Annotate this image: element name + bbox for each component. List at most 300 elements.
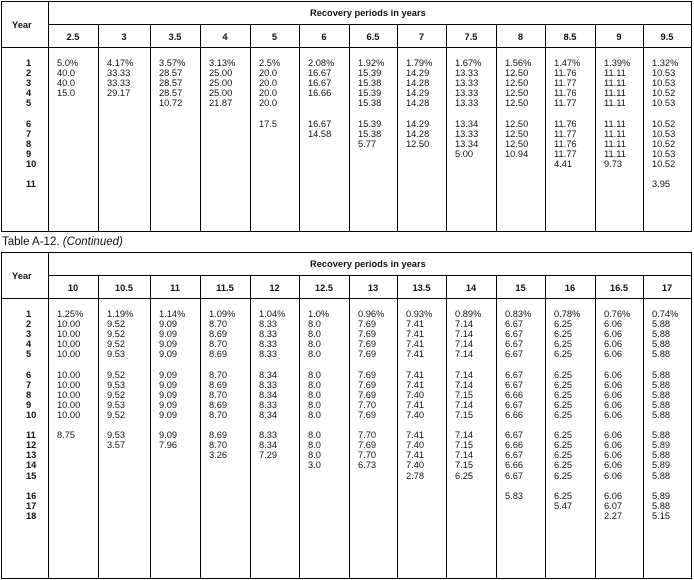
- rate-cell: [505, 511, 531, 521]
- rate-cell: 5.88: [652, 500, 671, 511]
- rate-cell: [57, 501, 83, 511]
- rate-cell: 1.56%: [505, 58, 532, 68]
- rate-cell: 6.25: [554, 339, 573, 350]
- period-header: 13.5: [412, 283, 431, 293]
- rate-cell: 10.52: [652, 88, 676, 99]
- rate-cell: [107, 149, 133, 159]
- rate-cell: [107, 491, 133, 501]
- rate-cell: 15.39: [358, 118, 382, 129]
- rate-cell: [159, 511, 185, 521]
- rate-cell: 20.0: [259, 98, 278, 109]
- rate-cell: 7.15: [455, 409, 474, 420]
- group-gap: [455, 108, 481, 118]
- rate-cell: 11.11: [604, 68, 626, 79]
- column-divider: [299, 275, 300, 578]
- rate-cell: 8.69: [209, 379, 228, 390]
- rate-cell: 6.25: [554, 470, 573, 481]
- rate-cell: 6.06: [604, 379, 623, 390]
- rate-cell: [57, 129, 78, 139]
- rate-cell: 7.40: [406, 460, 425, 471]
- rate-cell: 40.0: [57, 78, 76, 89]
- rate-column: [209, 58, 235, 189]
- rate-cell: 7.41: [406, 349, 425, 360]
- rate-cell: 8.33: [259, 329, 278, 340]
- rate-cell: 8.0: [308, 409, 321, 420]
- rate-cell: 13.33: [455, 128, 479, 139]
- group-gap: [604, 108, 630, 118]
- group-gap: [358, 108, 384, 118]
- rate-cell: 9.53: [107, 349, 126, 360]
- header-bottom-rule: [2, 298, 691, 299]
- rate-cell: 9.73: [604, 158, 623, 169]
- rate-cell: 13.33: [455, 98, 479, 109]
- rate-cell: 7.69: [358, 369, 377, 380]
- rate-cell: 10.53: [652, 128, 676, 139]
- rate-cell: 15.39: [358, 88, 382, 99]
- rate-cell: 12.50: [505, 88, 529, 99]
- rate-cell: [159, 471, 185, 481]
- rate-cell: 8.0: [308, 399, 321, 410]
- rate-column: [652, 309, 678, 521]
- rate-cell: [358, 491, 384, 501]
- caption-continued: (Continued): [62, 236, 123, 248]
- rate-cell: 9.53: [107, 399, 126, 410]
- period-header: 9: [616, 32, 622, 42]
- rate-cell: [159, 179, 185, 189]
- group-gap: [26, 420, 36, 430]
- group-gap: [107, 359, 133, 369]
- group-gap: [57, 481, 83, 491]
- rate-cell: 10.72: [159, 98, 183, 109]
- rate-cell: 6.25: [554, 460, 573, 471]
- rate-cell: [107, 460, 133, 470]
- rate-cell: [209, 471, 235, 481]
- rate-cell: 11.77: [554, 148, 577, 159]
- rate-cell: [57, 491, 83, 501]
- rate-cell: [159, 460, 185, 470]
- rate-cell: 6.25: [554, 450, 573, 461]
- group-gap: [554, 359, 580, 369]
- group-gap: [652, 359, 678, 369]
- rate-cell: 10.00: [57, 409, 81, 420]
- rate-cell: 5.88: [652, 450, 671, 461]
- rate-cell: [57, 450, 83, 460]
- rate-cell: 5.47: [554, 500, 573, 511]
- rate-cell: 7.41: [406, 450, 425, 461]
- rate-cell: 6.25: [554, 399, 573, 410]
- group-gap: [259, 359, 285, 369]
- rate-cell: [107, 159, 133, 169]
- group-gap: [505, 169, 531, 179]
- rate-cell: 0.89%: [455, 309, 482, 319]
- year-label: 5: [26, 98, 32, 109]
- rate-cell: 9.09: [159, 399, 178, 410]
- rate-column: [455, 309, 481, 521]
- rate-cell: 6.67: [505, 450, 524, 461]
- rate-cell: 16.67: [308, 118, 332, 129]
- period-header: 13: [367, 283, 379, 293]
- rate-cell: 11.11: [604, 128, 626, 139]
- rate-cell: 7.14: [455, 399, 474, 410]
- year-label: 7: [26, 128, 32, 139]
- rate-column: [57, 309, 83, 521]
- rate-cell: [308, 501, 329, 511]
- rate-column: [554, 309, 580, 521]
- group-gap: [57, 108, 78, 118]
- column-divider: [150, 275, 151, 578]
- group-gap: [308, 481, 329, 491]
- rate-cell: 0.78%: [554, 309, 581, 319]
- rate-column: [107, 58, 133, 189]
- rate-cell: 9.09: [159, 319, 178, 330]
- rate-cell: [358, 149, 384, 159]
- rate-cell: 8.70: [209, 319, 228, 330]
- group-gap: [358, 359, 384, 369]
- group-gap: [259, 481, 285, 491]
- rate-cell: 0.76%: [604, 309, 631, 319]
- year-column: [26, 58, 36, 189]
- rate-cell: 7.41: [406, 329, 425, 340]
- rate-column: [505, 309, 531, 521]
- rate-cell: 1.32%: [652, 58, 679, 68]
- group-gap: [107, 108, 133, 118]
- group-gap: [209, 481, 235, 491]
- rate-cell: 6.25: [554, 369, 573, 380]
- rate-cell: [308, 511, 329, 521]
- rate-cell: 6.66: [505, 440, 524, 451]
- rate-cell: [259, 149, 280, 159]
- rate-cell: [358, 159, 384, 169]
- rate-cell: [107, 129, 133, 139]
- rate-cell: 2.5%: [259, 58, 281, 68]
- header-bottom-rule: [2, 47, 691, 48]
- rate-cell: [57, 460, 83, 470]
- rate-cell: 8.0: [308, 440, 321, 451]
- rate-cell: [57, 179, 78, 189]
- group-gap: [652, 420, 678, 430]
- rate-cell: [505, 501, 531, 511]
- rate-cell: 9.09: [159, 329, 178, 340]
- group-gap: [455, 420, 481, 430]
- rate-cell: [358, 511, 384, 521]
- rate-cell: [455, 491, 481, 501]
- rate-cell: [57, 511, 83, 521]
- group-gap: [259, 420, 285, 430]
- rate-cell: 25.00: [209, 78, 233, 89]
- year-label: 6: [26, 369, 32, 380]
- rate-cell: 12.50: [505, 98, 529, 109]
- rate-cell: 6.06: [604, 349, 623, 360]
- rate-cell: [209, 460, 235, 470]
- column-divider: [643, 24, 644, 231]
- rate-cell: [159, 501, 185, 511]
- rate-cell: 29.17: [107, 88, 131, 99]
- period-header: 9.5: [660, 32, 674, 42]
- year-label: 6: [26, 118, 32, 129]
- group-gap: [358, 169, 384, 179]
- rate-cell: 8.0: [308, 339, 321, 350]
- rate-cell: 13.34: [455, 118, 479, 129]
- rate-cell: 8.70: [209, 339, 228, 350]
- rate-cell: 8.33: [259, 399, 278, 410]
- year-label: 16: [26, 490, 37, 501]
- rate-cell: 8.69: [209, 349, 228, 360]
- rate-cell: 6.73: [358, 460, 377, 471]
- group-gap: [209, 420, 235, 430]
- period-header: 16.5: [609, 283, 629, 293]
- year-label: 2: [26, 68, 32, 79]
- rate-cell: [209, 149, 235, 159]
- rate-cell: 1.39%: [604, 58, 631, 68]
- rate-cell: 5.88: [652, 319, 671, 330]
- rate-cell: [107, 139, 133, 149]
- year-label: 11: [26, 179, 36, 190]
- rate-cell: 15.38: [358, 128, 382, 139]
- rate-cell: 11.11: [604, 98, 626, 109]
- group-gap: [505, 481, 531, 491]
- rate-cell: 6.66: [505, 409, 524, 420]
- column-divider: [595, 24, 596, 231]
- rate-cell: 11.77: [554, 98, 577, 109]
- rate-cell: [358, 501, 384, 511]
- group-gap: [209, 169, 235, 179]
- rate-cell: 6.67: [505, 369, 524, 380]
- rate-cell: 6.25: [554, 389, 573, 400]
- rate-cell: 7.14: [455, 339, 474, 350]
- rate-cell: 8.33: [259, 430, 278, 441]
- rate-cell: [505, 179, 531, 189]
- rate-cell: 6.25: [554, 379, 573, 390]
- rate-cell: 1.79%: [406, 58, 433, 68]
- group-gap: [406, 169, 432, 179]
- group-gap: [406, 359, 432, 369]
- column-divider: [446, 24, 447, 231]
- rate-cell: 8.0: [308, 450, 321, 461]
- recovery-periods-header: Recovery periods in years: [310, 259, 426, 269]
- rate-cell: 12.50: [406, 138, 430, 149]
- column-divider: [545, 275, 546, 578]
- rate-cell: [159, 129, 185, 139]
- column-divider: [595, 275, 596, 578]
- period-header: 12: [269, 283, 280, 293]
- group-gap: [358, 481, 384, 491]
- rate-cell: 14.29: [406, 118, 430, 129]
- rate-cell: [406, 159, 432, 169]
- rate-cell: 1.09%: [209, 309, 236, 319]
- rate-cell: 6.67: [505, 399, 524, 410]
- period-header: 4: [222, 32, 228, 42]
- rate-cell: 9.52: [107, 409, 126, 420]
- group-gap: [26, 108, 36, 118]
- rate-cell: 13.34: [455, 138, 479, 149]
- rate-cell: 6.06: [604, 339, 623, 350]
- rate-cell: 7.14: [455, 319, 474, 330]
- rate-cell: 16.66: [308, 88, 332, 99]
- rate-cell: 6.06: [604, 399, 623, 410]
- rate-cell: 10.00: [57, 339, 81, 350]
- group-gap: [406, 420, 432, 430]
- rate-cell: [209, 119, 235, 129]
- rate-cell: 8.70: [209, 369, 228, 380]
- rate-cell: 7.69: [358, 329, 377, 340]
- rate-cell: 6.06: [604, 319, 623, 330]
- rate-cell: 8.70: [209, 389, 228, 400]
- rate-cell: 11.76: [554, 138, 577, 149]
- year-label: 14: [26, 460, 37, 471]
- rate-cell: [358, 471, 384, 481]
- column-divider: [250, 24, 251, 231]
- rate-cell: 8.34: [259, 369, 278, 380]
- rate-cell: 7.69: [358, 319, 377, 330]
- rate-cell: 7.69: [358, 389, 377, 400]
- rate-cell: 17.5: [259, 118, 278, 129]
- rate-cell: [159, 149, 185, 159]
- rate-cell: [604, 179, 630, 189]
- rate-cell: 10.00: [57, 369, 81, 380]
- rate-cell: 12.50: [505, 68, 529, 79]
- period-header: 6: [321, 32, 327, 42]
- period-header: 3.5: [168, 32, 182, 42]
- rate-cell: 7.14: [455, 450, 474, 461]
- rate-cell: [259, 501, 285, 511]
- rate-cell: 7.70: [358, 399, 377, 410]
- rate-cell: 10.94: [505, 148, 529, 159]
- recovery-periods-header: Recovery periods in years: [310, 8, 426, 18]
- rate-column: [652, 58, 678, 189]
- rate-cell: 4.17%: [107, 58, 134, 68]
- rate-cell: 14.28: [406, 78, 430, 89]
- rate-cell: 7.14: [455, 349, 474, 360]
- rate-cell: 6.06: [604, 470, 623, 481]
- group-gap: [107, 481, 133, 491]
- rate-cell: 3.13%: [209, 58, 236, 68]
- rate-cell: 5.15: [652, 510, 671, 521]
- rate-cell: [308, 179, 334, 189]
- rate-cell: 8.0: [308, 349, 321, 360]
- rate-cell: 0.74%: [652, 309, 679, 319]
- rate-cell: 5.77: [358, 138, 377, 149]
- rate-cell: 7.14: [455, 369, 474, 380]
- rate-cell: 5.88: [652, 470, 671, 481]
- rate-cell: [209, 129, 235, 139]
- rate-cell: 1.47%: [554, 58, 581, 68]
- rate-cell: [308, 98, 334, 108]
- rate-cell: 8.69: [209, 430, 228, 441]
- rate-cell: 8.0: [308, 389, 321, 400]
- year-label: 18: [26, 510, 37, 521]
- rate-cell: 11.11: [604, 78, 626, 89]
- rate-cell: 6.67: [505, 379, 524, 390]
- column-divider: [446, 275, 447, 578]
- year-header: Year: [12, 20, 32, 30]
- rate-cell: [259, 139, 280, 149]
- period-header: 15: [515, 283, 526, 293]
- rate-cell: 10.52: [652, 138, 676, 149]
- rate-cell: 5.88: [652, 389, 671, 400]
- rate-cell: 7.15: [455, 460, 474, 471]
- rate-cell: 6.25: [554, 430, 573, 441]
- rate-cell: [209, 511, 235, 521]
- table-caption: [2, 235, 123, 249]
- rate-cell: 2.27: [604, 510, 623, 521]
- year-label: 1: [26, 58, 32, 68]
- rate-cell: 9.52: [107, 369, 126, 380]
- rate-cell: 5.88: [652, 349, 671, 360]
- rate-cell: 3.95: [652, 179, 671, 190]
- year-header: Year: [12, 271, 32, 281]
- period-header: 2.5: [66, 32, 80, 42]
- rate-column: [209, 309, 235, 521]
- rate-cell: 9.09: [159, 389, 178, 400]
- rate-cell: 8.0: [308, 430, 321, 441]
- rate-cell: 10.00: [57, 329, 81, 340]
- rate-cell: 28.57: [159, 88, 183, 99]
- rate-cell: [455, 511, 481, 521]
- column-divider: [250, 275, 251, 578]
- period-header: 10.5: [114, 283, 134, 293]
- rate-cell: [406, 511, 432, 521]
- rate-cell: 6.66: [505, 460, 524, 471]
- rate-cell: 10.53: [652, 78, 676, 89]
- rate-cell: 6.66: [505, 389, 524, 400]
- rate-cell: 2.08%: [308, 58, 335, 68]
- rate-cell: [209, 501, 235, 511]
- column-divider: [200, 24, 201, 231]
- group-gap: [159, 359, 185, 369]
- rate-cell: 15.38: [358, 78, 382, 89]
- year-column: [26, 309, 36, 521]
- rate-cell: [406, 149, 432, 159]
- rate-cell: [505, 159, 531, 169]
- column-divider: [349, 275, 350, 578]
- year-label: 5: [26, 349, 32, 360]
- rate-cell: [406, 501, 432, 511]
- rate-cell: [57, 149, 78, 159]
- rate-cell: 14.58: [308, 128, 332, 139]
- group-gap: [554, 481, 580, 491]
- rate-cell: 16.67: [308, 68, 332, 79]
- rate-cell: [259, 491, 285, 501]
- group-gap: [57, 169, 78, 179]
- rate-cell: 9.52: [107, 319, 126, 330]
- rate-cell: [308, 491, 329, 501]
- year-label: 11: [26, 430, 36, 441]
- rate-cell: 14.28: [406, 98, 430, 109]
- rate-cell: [209, 139, 235, 149]
- rate-column: [604, 309, 630, 521]
- rate-cell: 11.77: [554, 78, 577, 89]
- group-gap: [159, 108, 185, 118]
- rate-cell: [57, 119, 78, 129]
- year-label: 4: [26, 339, 32, 350]
- column-divider: [349, 24, 350, 231]
- rate-cell: 15.0: [57, 88, 76, 99]
- rate-cell: 5.88: [652, 399, 671, 410]
- rate-cell: [455, 159, 481, 169]
- year-label: 3: [26, 78, 32, 89]
- rate-column: [358, 309, 384, 521]
- rate-cell: 10.00: [57, 379, 81, 390]
- rate-cell: [107, 119, 133, 129]
- rate-cell: 8.33: [259, 349, 278, 360]
- rate-cell: 0.96%: [358, 309, 385, 319]
- rate-cell: 11.76: [554, 88, 577, 99]
- rate-cell: 6.67: [505, 470, 524, 481]
- rate-cell: 5.00: [455, 148, 474, 159]
- year-label: 2: [26, 319, 32, 330]
- rate-cell: 5.88: [652, 430, 671, 441]
- rate-cell: [308, 471, 329, 481]
